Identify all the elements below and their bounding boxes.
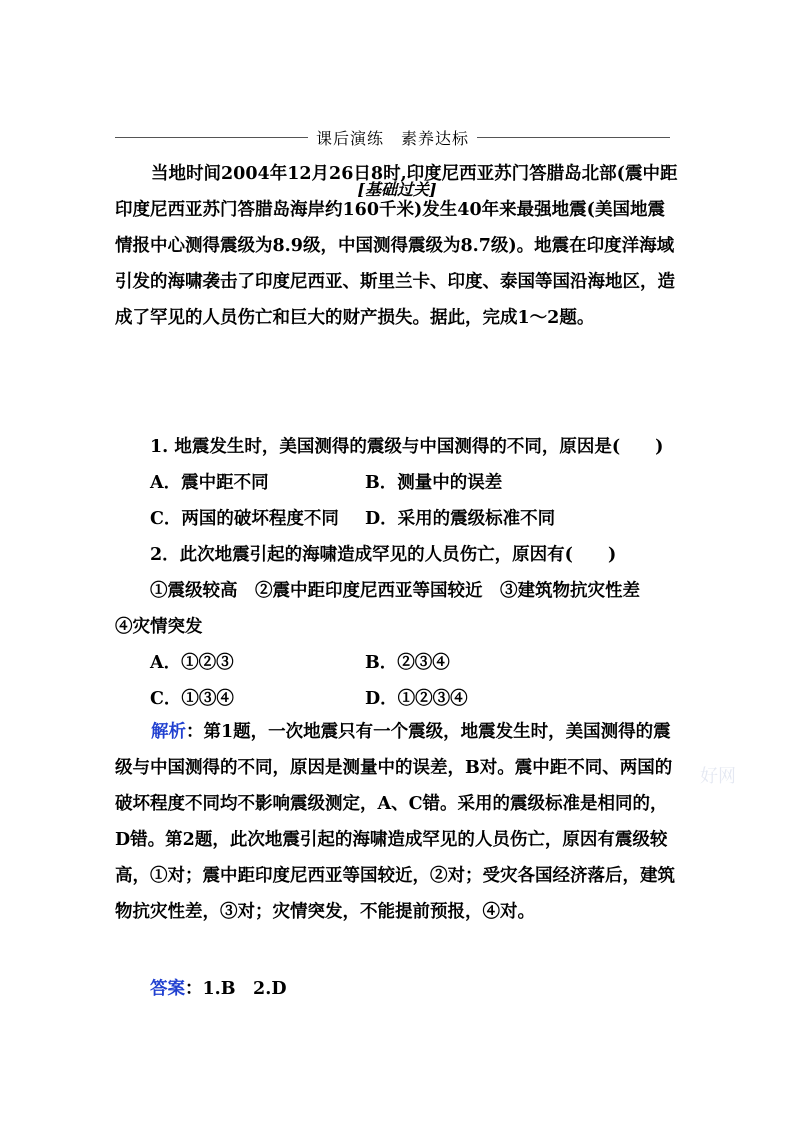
q2-option-b: B．②③④ <box>365 653 450 673</box>
watermark-text: 好网 <box>700 766 736 787</box>
q2-option-a: A．①②③ <box>150 653 234 673</box>
passage: 当地时间2004年12月26日8时,印度尼西亚苏门答腊岛北部(震中距印度尼西亚苏门答腊岛海岸约160千米)发生40年来最强地震(美国地震情报中心测得震级为8.9级，中国测得震级为8.7级)。地震在印度洋海域引发的海啸袭击了印度尼西亚、斯里兰卡、印度、泰国等国沿海地区，造成了罕见的人员伤亡和巨大的财产损失。据此，完成1～2题。 <box>115 164 678 328</box>
q2-option-d: D．①②③④ <box>365 689 468 709</box>
answer-label: 答案 <box>150 979 185 999</box>
q2-items-line2: ④灾情突发 <box>115 617 203 637</box>
q1-stem: 1. 地震发生时，美国测得的震级与中国测得的不同，原因是( ) <box>150 437 664 457</box>
answer <box>150 975 287 1000</box>
q2-option-c: C．①③④ <box>150 689 234 709</box>
answer-text: ：1.B 2.D <box>185 979 287 999</box>
q2-items-line1: ①震级较高 ②震中距印度尼西亚等国较近 ③建筑物抗灾性差 <box>150 581 640 601</box>
section-title: [基础过关] <box>357 180 437 199</box>
analysis-label: 解析 <box>151 722 186 742</box>
q1-option-d: D．采用的震级标准不同 <box>365 509 556 529</box>
header-title: 课后演练 素养达标 <box>316 128 470 148</box>
q2-stem: 2．此次地震引起的海啸造成罕见的人员伤亡，原因有( ) <box>150 545 617 565</box>
q1-option-a: A．震中距不同 <box>150 473 269 493</box>
header-rule-left <box>115 137 308 138</box>
q1-option-b: B．测量中的误差 <box>365 473 503 493</box>
page-header <box>115 126 670 148</box>
q1-option-c: C．两国的破坏程度不同 <box>150 509 339 529</box>
header-rule-right <box>477 137 670 138</box>
analysis <box>115 714 680 930</box>
analysis-text: ：第1题，一次地震只有一个震级，地震发生时，美国测得的震级与中国测得的不同，原因是测量中的误差，B对。震中距不同、两国的破坏程度不同均不影响震级测定，A、C错。采用的震级标准是相同的，D错。第2题，此次地震引起的海啸造成罕见的人员伤亡，原因有震级较高，①对；震中距印度尼西亚等国较近，②对；受灾各国经济落后，建筑物抗灾性差，③对；灾情突发，不能提前预报，④对。 <box>115 722 675 922</box>
